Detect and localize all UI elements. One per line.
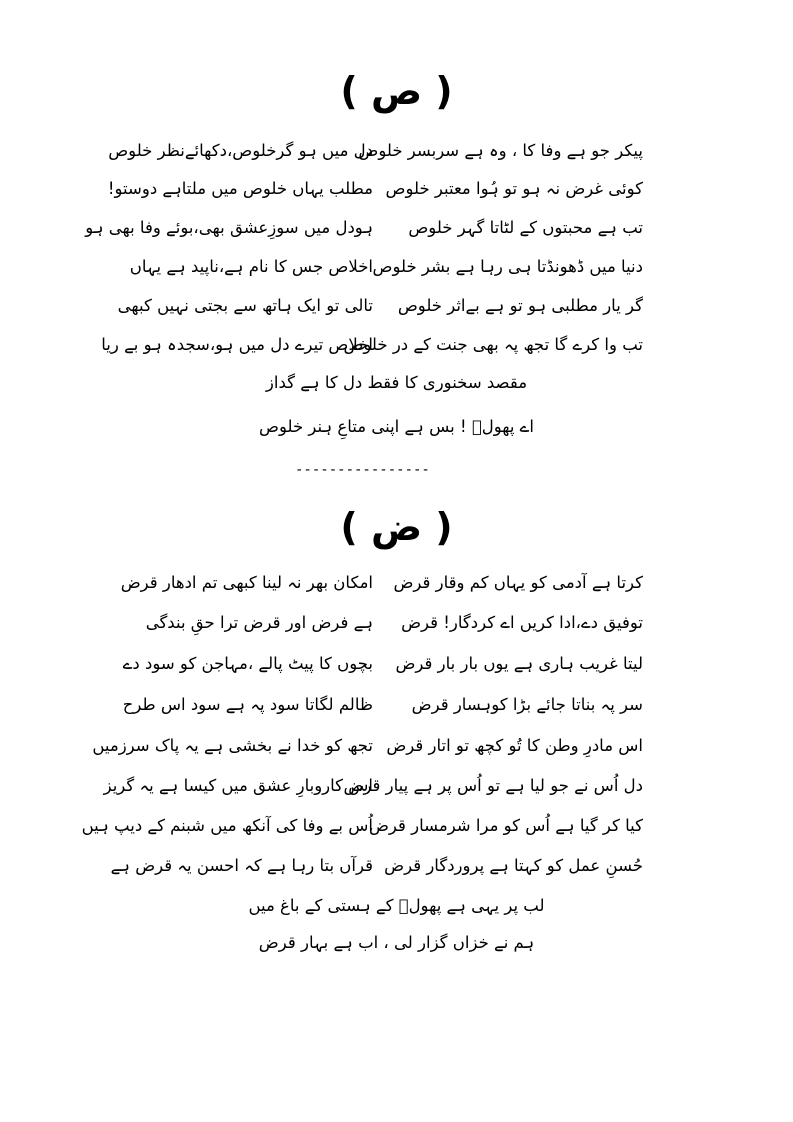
couplet-second-line: کیا کر گیا ہے اُس کو مرا شرمسار قرض xyxy=(368,816,643,835)
couplet-first-line: قرآں بتا رہا ہے کہ احسن یہ قرض ہے xyxy=(110,856,373,875)
couplet-second-line: تب وا کرے گا تجھ پہ بھی جنت کے در خلوص xyxy=(343,335,643,354)
couplet-row xyxy=(0,651,793,681)
couplet-row xyxy=(0,570,793,600)
couplet-row xyxy=(0,176,793,206)
couplet-second-line: اس مادرِ وطن کا تُو کچھ تو اتار قرض xyxy=(386,736,643,755)
couplet-first-line: ظالم لگاتا سود پہ ہے سود اس طرح xyxy=(122,695,373,714)
closing-second-line xyxy=(0,930,793,956)
couplet-row xyxy=(0,332,793,362)
couplet-first-line: ہودل میں سوزِعشق بھی،بوئے وفا بھی ہو xyxy=(85,218,373,237)
couplet-second-line: کرتا ہے آدمی کو یہاں کم وقار قرض xyxy=(393,573,643,592)
couplet-first-line: اخلاص تیرے دل میں ہو،سجدہ ہو بے ریا xyxy=(101,335,373,354)
couplet-first-line: دل میں ہو گرخلوص،دکھائےنظر خلوص xyxy=(108,141,373,160)
couplet-row xyxy=(0,853,793,883)
section-separator: ---------------- xyxy=(295,462,430,478)
couplet-row xyxy=(0,692,793,722)
section-heading-zaad: ( ض ) xyxy=(340,505,453,549)
closing-text: لب پر یہی ہے پھولؔ کے ہستی کے باغ میں xyxy=(248,896,545,915)
couplet-first-line: اس کاروبارِ عشق میں کیسا ہے یہ گریز xyxy=(103,776,373,795)
closing-text: ہم نے خزاں گزار لی ، اب ہے بہار قرض xyxy=(258,933,535,952)
couplet-first-line: تالی تو ایک ہاتھ سے بجتی نہیں کبھی xyxy=(117,296,373,315)
closing-first-line xyxy=(0,893,793,919)
couplet-row xyxy=(0,254,793,284)
couplet-first-line: امکان بھر نہ لینا کبھی تم ادھار قرض xyxy=(120,573,373,592)
closing-text: مقصد سخنوری کا فقط دل کا ہے گداز xyxy=(265,373,528,392)
closing-text: اے پھولؔ ! بس ہے اپنی متاعِ ہنر خلوص xyxy=(259,417,534,436)
section-heading-saad: ( ص ) xyxy=(340,69,453,113)
couplet-second-line: کوئی غرض نہ ہو تو ہُوا معتبر خلوص xyxy=(385,179,643,198)
couplet-first-line: اُس بے وفا کی آنکھ میں شبنم کے دیپ ہیں xyxy=(81,816,373,835)
couplet-second-line: تب ہے محبتوں کے لٹاتا گہر خلوص xyxy=(408,218,643,237)
couplet-row xyxy=(0,293,793,323)
couplet-row xyxy=(0,773,793,803)
couplet-row xyxy=(0,733,793,763)
couplet-second-line: گر یار مطلبی ہو تو ہے بےاثر خلوص xyxy=(397,296,643,315)
couplet-second-line: دنیا میں ڈھونڈتا ہی رہا ہے بشر خلوص xyxy=(372,257,643,276)
couplet-first-line: اخلاص جس کا نام ہے،ناپید ہے یہاں xyxy=(129,257,373,276)
couplet-second-line: لیتا غریب ہاری ہے یوں بار بار قرض xyxy=(395,654,643,673)
closing-second-line xyxy=(0,414,793,440)
couplet-second-line: توفیق دے،ادا کریں اے کردگار! قرض xyxy=(401,613,643,632)
couplet-row xyxy=(0,215,793,245)
couplet-second-line: دل اُس نے جو لیا ہے تو اُس پر ہے پیار قرض xyxy=(343,776,643,795)
couplet-second-line: سر پہ بناتا جائے بڑا کوہسار قرض xyxy=(411,695,643,714)
couplet-first-line: بچوں کا پیٹ پالے ،مہاجن کو سود دے xyxy=(122,654,373,673)
couplet-first-line: مطلب یہاں خلوص میں ملتاہے دوستو! xyxy=(107,179,373,198)
couplet-first-line: تجھ کو خدا نے بخشی ہے یہ پاک سرزمیں xyxy=(92,736,373,755)
couplet-row xyxy=(0,813,793,843)
couplet-second-line: پیکر جو ہے وفا کا ، وہ ہے سربسر خلوص xyxy=(358,141,643,160)
couplet-second-line: حُسنِ عمل کو کہتا ہے پروردگار قرض xyxy=(384,856,643,875)
closing-first-line xyxy=(0,370,793,396)
couplet-row xyxy=(0,138,793,168)
couplet-first-line: ہے فرض اور قرض ترا حقِ بندگی xyxy=(145,613,373,632)
couplet-row xyxy=(0,610,793,640)
